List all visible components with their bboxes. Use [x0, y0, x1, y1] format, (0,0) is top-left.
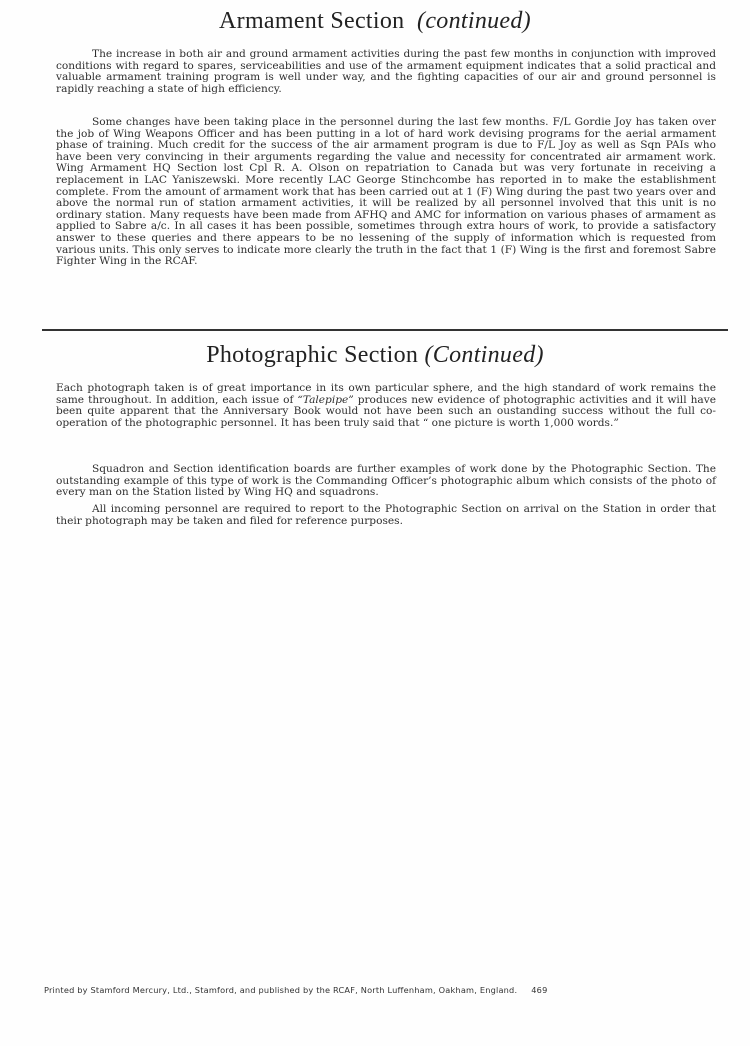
- armament-title-suffix: (continued): [417, 8, 531, 34]
- armament-section-heading: [0, 8, 750, 35]
- armament-paragraph-2: Some changes have been taking place in the personnel during the last few months. F/L Gordie Joy has taken over the job of Wing Weapons Officer and has been putting in a lot of hard work devising programs for the aerial armament phase of training. Much credit for the success of the air armament program is due to F/L Joy as well as Sqn PAIs who have been very convincing in their arguments regarding the value and necessity for concentrated air armament work. Wing Armament HQ Section lost Cpl R. A. Olson on repatriation to Canada but was very fortunate in receiving a replacement in LAC Yaniszewski. More recently LAC George Stinchcombe has reported in to make the establishment complete. From the amount of armament work that has been carried out at 1 (F) Wing during the past two years over and above the normal run of station armament activities, it will be realized by all personnel involved that this unit is no ordinary station. Many requests have been made from AFHQ and AMC for information on various phases of armament as applied to Sabre a/c. In all cases it has been possible, sometimes through extra hours of work, to provide a satisfactory answer to these queries and there appears to be no lessening of the supply of information which is requested from various units. This only serves to indicate more clearly the truth in the fact that 1 (F) Wing is the first and foremost Sabre Fighter Wing in the RCAF.: [56, 116, 716, 268]
- armament-title: Armament Section: [219, 8, 405, 34]
- printer-imprint: [44, 985, 704, 995]
- armament-paragraph-1: The increase in both air and ground armament activities during the past few months in conjunction with improved conditions with regard to spares, serviceabilities and use of the armament equipment indicates that a solid practical and valuable armament training program is well under way, and the fighting capacities of our air and ground personnel is rapidly reaching a state of high efficiency.: [56, 48, 716, 95]
- section-divider: [42, 329, 728, 331]
- photographic-paragraph-3: All incoming personnel are required to report to the Photographic Section on arrival on the Station in order that their photograph may be taken and filed for reference purposes.: [56, 503, 716, 527]
- talepipe-title: “Talepipe”: [297, 393, 354, 406]
- page-number: 469: [531, 985, 548, 995]
- photographic-paragraph-2: Squadron and Section identification boards are further examples of work done by the Photographic Section. The outstanding example of this type of work is the Commanding Officer’s photographic album which consists of the photo of every man on the Station listed by Wing HQ and squadrons.: [56, 463, 716, 499]
- photographic-paragraph-1-start: Each photograph taken is of great importance in its own particular sphere, and the high standard of work remains the same throughout. In addition, each issue of: [56, 382, 716, 406]
- photographic-paragraph-1: [56, 383, 716, 429]
- photographic-title: Photographic Section: [206, 342, 419, 368]
- photographic-paragraph-1-end: produces new evidence of photographic activities and it will have been quite apparent that the Anniversary Book would not have been such an oustanding success without the full co-operation of the photographic personnel. It has been truly said that “ one picture is worth 1,000 words.”: [56, 393, 716, 429]
- photographic-title-suffix: (Continued): [424, 342, 544, 368]
- photographic-section-heading: [0, 342, 750, 369]
- imprint-text: Printed by Stamford Mercury, Ltd., Stamford, and published by the RCAF, North Luffenham, Oakham, England.: [44, 985, 518, 995]
